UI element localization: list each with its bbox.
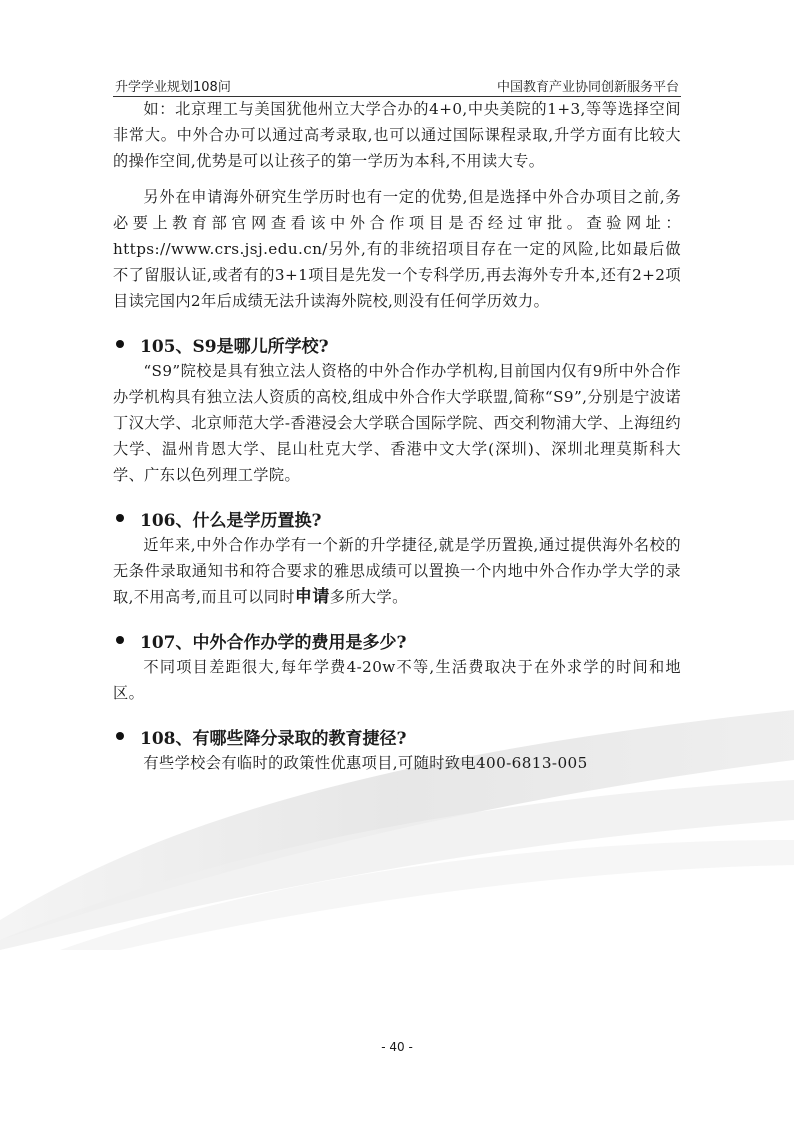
intro-paragraph-2: 另外在申请海外研究生学历时也有一定的优势,但是选择中外合办项目之前,务必要上教育部官网查看该中外合作项目是否经过审批。查验网址：https://www.crs.jsj.edu.cn/另外,有的非统招项目存在一定的风险,比如最后做不了留服认证,或者有的3+1项目是先发一个专科学历,再去海外专升本,还有2+2项目读完国内2年后成绩无法升读海外院校,则没有任何学历效力。 <box>113 188 681 310</box>
bullet-icon <box>116 340 124 348</box>
question-105-title: 105、S9是哪儿所学校? <box>140 336 329 357</box>
question-107-answer: 不同项目差距很大,每年学费4-20w不等,生活费取决于在外求学的时间和地区。 <box>113 658 681 702</box>
question-108-answer: 有些学校会有临时的政策性优惠项目,可随时致电400-6813-005 <box>143 754 588 772</box>
intro-paragraph-1: 如：北京理工与美国犹他州立大学合办的4+0,中央美院的1+3,等等选择空间非常大。中外合办可以通过高考录取,也可以通过国际课程录取,升学方面有比较大的操作空间,优势是可以让孩子的第一学历为本科,不用读大专。 <box>113 100 681 170</box>
bullet-icon <box>116 514 124 522</box>
bullet-icon <box>116 636 124 644</box>
question-106-answer-tail: 多所大学。 <box>329 588 408 606</box>
question-106-title: 106、什么是学历置换? <box>140 510 322 531</box>
header-platform-name: 中国教育产业协同创新服务平台 <box>496 80 679 95</box>
question-105-answer: “S9”院校是具有独立法人资格的中外合作办学机构,目前国内仅有9所中外合作办学机构具有独立法人资质的高校,组成中外合作大学联盟,简称“S9”,分别是宁波诺丁汉大学、北京师范大学-香港浸会大学联合国际学院、西交利物浦大学、上海纽约大学、温州肯恩大学、昆山杜克大学、香港中文大学(深圳)、深圳北理莫斯科大学、广东以色列理工学院。 <box>113 362 681 484</box>
question-108-title: 108、有哪些降分录取的教育捷径? <box>140 728 407 749</box>
question-106-answer-text: 近年来,中外合作办学有一个新的升学捷径,就是学历置换,通过提供海外名校的无条件录取通知书和符合要求的雅思成绩可以置换一个内地中外合作办学大学的录取,不用高考,而且可以同时 <box>113 536 681 606</box>
page-number: - 40 - <box>381 1040 413 1054</box>
question-106-heading <box>113 504 681 532</box>
question-107-title: 107、中外合作办学的费用是多少? <box>140 632 407 653</box>
bullet-icon <box>116 732 124 740</box>
question-106-answer <box>113 532 681 610</box>
page-header <box>113 74 681 97</box>
header-book-title: 升学学业规划108问 <box>115 80 231 95</box>
question-108-heading <box>113 722 681 750</box>
question-105-heading <box>113 330 681 358</box>
main-content <box>113 96 681 776</box>
question-107-heading <box>113 626 681 654</box>
question-106-emphasis: 申请 <box>294 587 330 607</box>
